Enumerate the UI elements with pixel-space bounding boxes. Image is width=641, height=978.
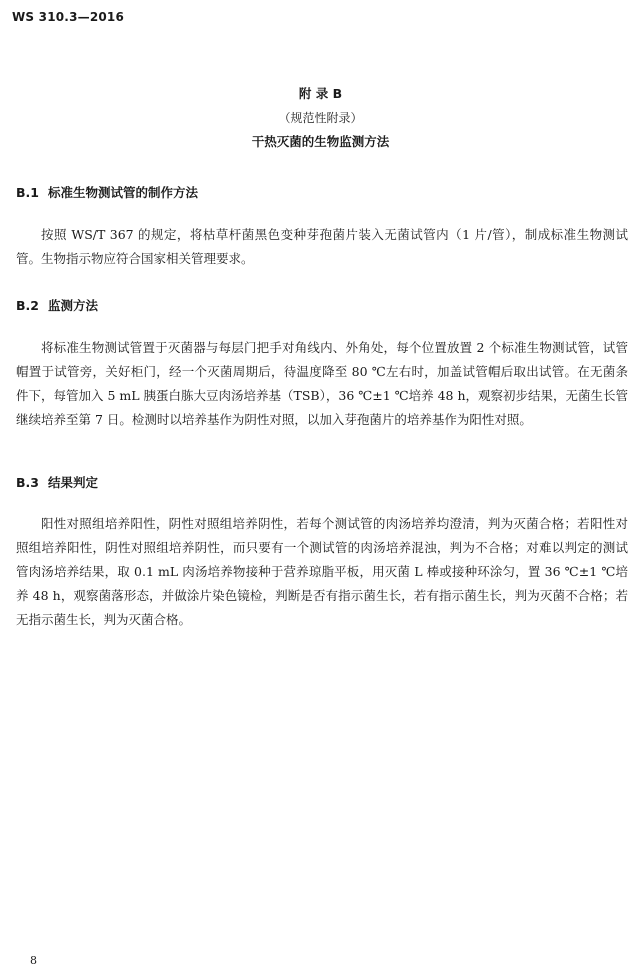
section-heading-b1 (16, 183, 198, 201)
section-title: 标准生物测试管的制作方法 (48, 185, 199, 200)
section-paragraph-b1: 按照 WS/T 367 的规定，将枯草杆菌黑色变种芽孢菌片装入无菌试管内（1 片/管），制成标准生物测试管。生物指示物应符合国家相关管理要求。 (16, 227, 628, 266)
appendix-label: 附 录 B (298, 86, 343, 101)
section-title: 结果判定 (48, 475, 99, 490)
appendix-type: （规范性附录） (278, 111, 363, 125)
appendix-title-block (0, 82, 641, 154)
section-number: B.2 (16, 298, 39, 313)
section-heading-b3 (16, 473, 98, 491)
section-title: 监测方法 (48, 298, 99, 313)
section-number: B.1 (16, 185, 39, 200)
page-number: 8 (30, 954, 37, 967)
standard-code: WS 310.3—2016 (12, 10, 125, 24)
section-number: B.3 (16, 475, 39, 490)
section-paragraph-b3: 阳性对照组培养阳性，阴性对照组培养阴性，若每个测试管的肉汤培养均澄清，判为灭菌合格；若阳性对照组培养阳性，阴性对照组培养阴性，而只要有一个测试管的肉汤培养混浊，判为不合格；对难以判定的测试管肉汤培养结果，取 0.1 mL 肉汤培养物接种于营养琼脂平板，用灭菌 L 棒或接种环涂匀，置 36 ℃±1 ℃培养 48 h，观察菌落形态，并做涂片染色镜检，判断是否有指示菌生长，若有指示菌生长，判为灭菌不合格；若无指示菌生长，判为灭菌合格。 (16, 516, 628, 627)
section-heading-b2 (16, 296, 98, 314)
appendix-title: 干热灭菌的生物监测方法 (251, 134, 390, 149)
section-paragraph-b2: 将标准生物测试管置于灭菌器与每层门把手对角线内、外角处，每个位置放置 2 个标准生物测试管，试管帽置于试管旁，关好柜门，经一个灭菌周期后，待温度降至 80 ℃左右时，加盖试管帽后取出试管。在无菌条件下，每管加入 5 mL 胰蛋白胨大豆肉汤培养基（TSB），36 ℃±1 ℃培养 48 h，观察初步结果，无菌生长管继续培养至第 7 日。检测时以培养基作为阴性对照，以加入芽孢菌片的培养基作为阳性对照。 (16, 340, 629, 427)
